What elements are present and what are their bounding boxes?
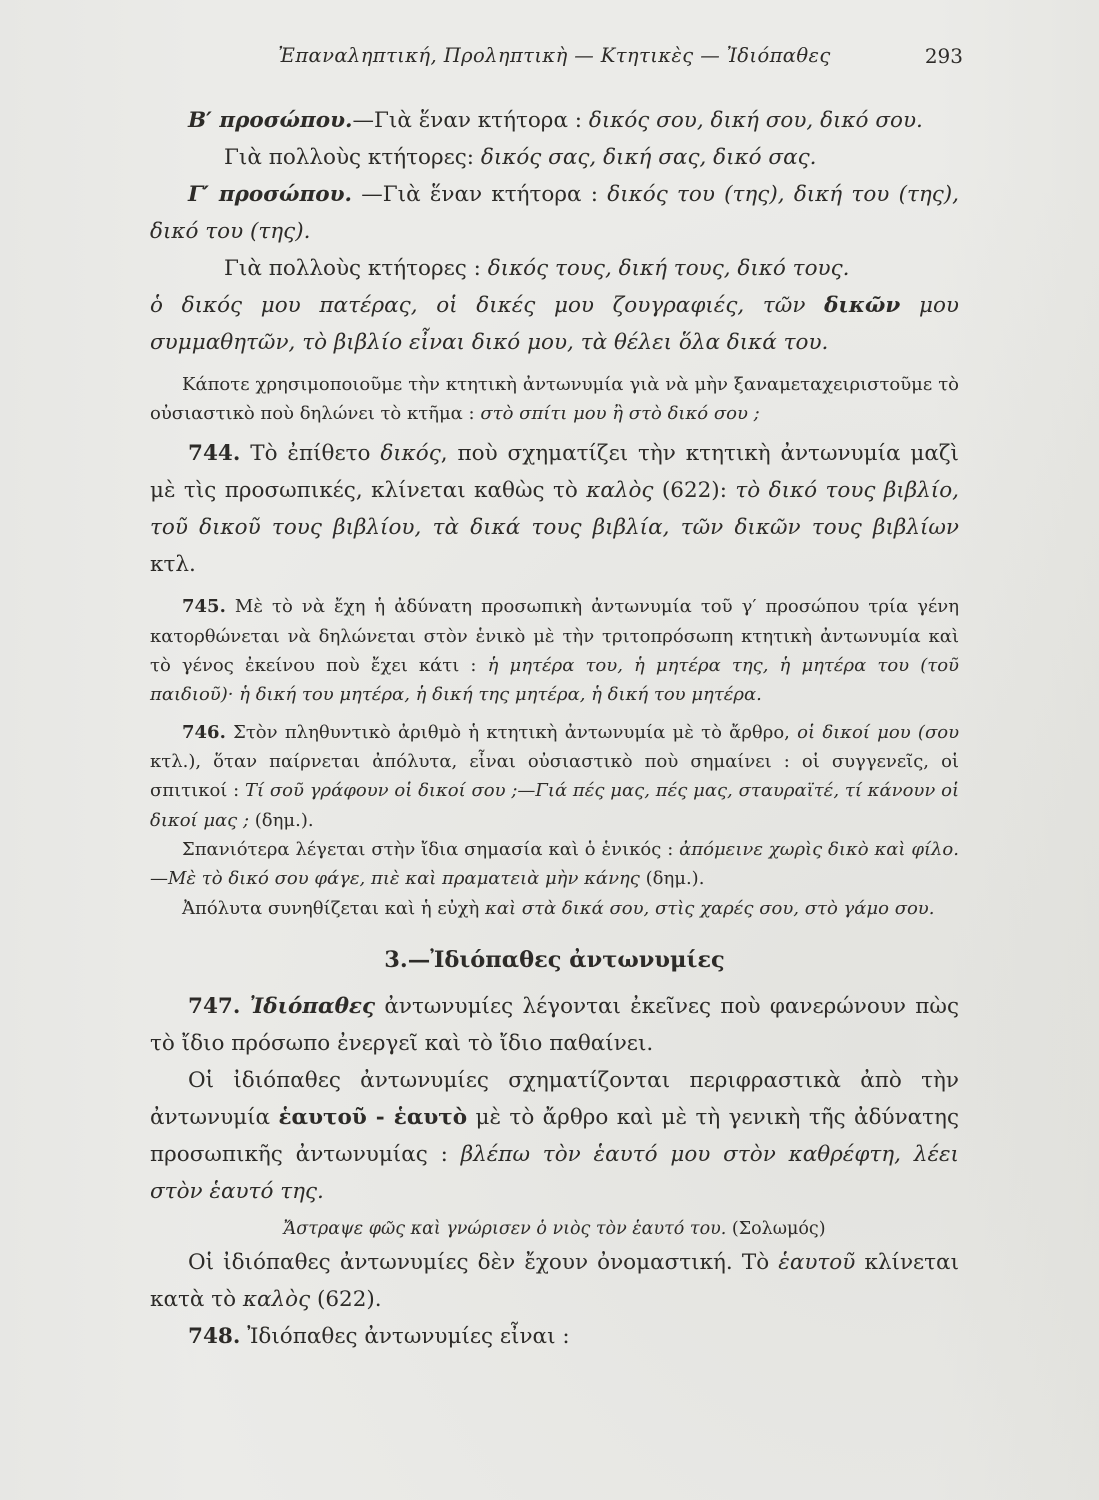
text-run: δικός bbox=[380, 441, 441, 467]
paragraph-third-person bbox=[150, 177, 959, 251]
text-run: Τὸ ἐπίθετο bbox=[240, 441, 381, 467]
paragraph-745 bbox=[150, 592, 959, 709]
text-run: Γ′ προσώπου. bbox=[188, 181, 353, 207]
text-run: —Γιὰ ἕναν κτήτορα : bbox=[352, 108, 589, 133]
text-run: 745. bbox=[182, 596, 226, 618]
text-run: κτλ. bbox=[150, 552, 196, 578]
text-run: μὲ τὸ ἄρθρο καὶ μὲ τὴ γενικὴ τῆς ἀδύνατης προσωπικῆς ἀντωνυμίας : bbox=[150, 1104, 959, 1167]
text-run: Ἀπόλυτα συνηθίζεται καὶ ἡ εὐχὴ bbox=[182, 897, 486, 919]
text-run: ἑαυτοῦ - ἑαυτὸ bbox=[278, 1104, 468, 1130]
section-heading-idiopathes bbox=[150, 947, 959, 973]
text-run: (Σολωμός) bbox=[726, 1218, 826, 1239]
text-run: ἡ μητέρα του, ἡ μητέρα της, ἡ μητέρα του (τοῦ παιδιοῦ)· ἡ δική του μητέρα, ἡ δική της μητέρα, ἡ δική του μητέρα. bbox=[150, 654, 960, 706]
text-run: Οἱ ἰδιόπαθες ἀντωνυμίες σχηματίζονται περιφραστικὰ ἀπὸ τὴν ἀντωνυμία bbox=[150, 1067, 959, 1130]
text-run: Ἰδιόπαθες bbox=[249, 993, 376, 1019]
text-run: Κάποτε χρησιμοποιοῦμε τὴν κτητικὴ ἀντωνυμία γιὰ νὰ μὴν ξαναμεταχειριστοῦμε τὸ οὐσιαστικὸ ποὺ δηλώνει τὸ κτῆμα : bbox=[150, 373, 959, 425]
text-run: , ποὺ σχηματίζει τὴν κτητικὴ ἀντωνυμία μαζὶ μὲ τὶς προσωπικές, κλίνεται καθὼς τὸ bbox=[150, 441, 959, 504]
text-run: Γιὰ πολλοὺς κτήτορες : bbox=[224, 255, 488, 281]
text-run: (622). bbox=[310, 1286, 382, 1312]
paragraph-748 bbox=[150, 1319, 959, 1356]
text-run: 746. bbox=[182, 721, 226, 743]
paragraph-second-person-plural bbox=[150, 140, 959, 177]
text-run: Ἰδιόπαθες ἀντωνυμίες εἶναι : bbox=[240, 1323, 570, 1349]
text-run: κλίνεται κατὰ τὸ bbox=[150, 1249, 959, 1312]
page-blocks bbox=[150, 103, 959, 1356]
text-run: δικός σου, δική σου, δικό σου. bbox=[588, 108, 923, 133]
paragraph-examples bbox=[150, 288, 959, 362]
text-run: Μὲ τὸ νὰ ἔχη ἡ ἀδύνατη προσωπικὴ ἀντωνυμία τοῦ γ′ προσώπου τρία γένη κατορθώνεται νὰ δηλώνεται στὸν ἑνικὸ μὲ τὴν τριτοπρόσωπη κτητικὴ ἀντωνυμία καὶ τὸ γένος ἐκείνου ποὺ ἔχει κάτι : bbox=[150, 596, 959, 676]
text-run: κτλ.), ὅταν παίρνεται ἀπόλυτα, εἶναι οὐσιαστικὸ ποὺ σημαίνει : οἱ συγγενεῖς, οἱ σπιτικοί : bbox=[150, 750, 959, 802]
paragraph-quote-solomos bbox=[150, 1219, 959, 1239]
text-run: καλὸς bbox=[242, 1286, 311, 1312]
text-run: 748. bbox=[188, 1323, 241, 1349]
paragraph-singular-note bbox=[150, 835, 959, 894]
text-run: ἑαυτοῦ bbox=[778, 1249, 856, 1275]
text-run: καλὸς bbox=[586, 478, 654, 504]
paragraph-note-usage bbox=[150, 370, 959, 429]
text-run: Σπανιότερα λέγεται στὴν ἴδια σημασία καὶ ὁ ἑνικός : bbox=[182, 838, 680, 860]
running-head: Ἐπαναληπτική, Προληπτικὴ — Κτητικὲς — Ἰδιόπαθες bbox=[278, 44, 831, 67]
paragraph-second-person bbox=[150, 103, 959, 140]
text-run bbox=[240, 994, 249, 1019]
text-run: μου συμμαθητῶν, τὸ βιβλίο εἶναι δικό μου, τὰ θέλει ὅλα δικά του. bbox=[150, 292, 959, 355]
paragraph-third-person-plural bbox=[150, 251, 959, 288]
text-run: τὸ δικό τους βιβλίο, τοῦ δικοῦ τους βιβλίου, τὰ δικά τους βιβλία, τῶν δικῶν τους βιβλίων bbox=[150, 478, 959, 541]
paragraph-no-nominative bbox=[150, 1245, 959, 1319]
text-run: βλέπω τὸν ἑαυτό μου στὸν καθρέφτη, λέει στὸν ἑαυτό της. bbox=[150, 1141, 959, 1204]
paragraph-747 bbox=[150, 989, 959, 1063]
text-run: δικός του (της), δική του (της), δικό του (της). bbox=[150, 181, 960, 244]
text-run: (δημ.). bbox=[249, 809, 314, 831]
page-header bbox=[150, 44, 963, 68]
text-run: δικός τους, δική τους, δικό τους. bbox=[487, 255, 850, 281]
paragraph-746 bbox=[150, 718, 959, 835]
text-run: καὶ στὰ δικά σου, στὶς χαρές σου, στὸ γάμο σου. bbox=[485, 897, 935, 919]
text-run: οἱ δικοί μου (σου bbox=[797, 721, 960, 743]
text-run: Ἄστραψε φῶς καὶ γνώρισεν ὁ νιὸς τὸν ἑαυτό του. bbox=[283, 1218, 727, 1239]
text-run: ὁ δικός μου πατέρας, οἱ δικές μου ζουγραφιές, τῶν bbox=[150, 292, 825, 318]
text-run: ἀπόμεινε χωρὶς δικὸ καὶ φίλο.—Μὲ τὸ δικό σου φάγε, πιὲ καὶ πραματειὰ μὴν κάνης bbox=[150, 838, 959, 890]
text-run: Γιὰ πολλοὺς κτήτορες: bbox=[224, 144, 481, 170]
text-run: (622): bbox=[653, 478, 736, 504]
paragraph-wish-note bbox=[150, 894, 959, 923]
text-run: (δημ.). bbox=[639, 868, 705, 890]
text-run: στὸ σπίτι μου ἢ στὸ δικό σου ; bbox=[480, 403, 760, 425]
text-run: Στὸν πληθυντικὸ ἀριθμὸ ἡ κτητικὴ ἀντωνυμία μὲ τὸ ἄρθρο, bbox=[225, 721, 798, 743]
text-run: 744. bbox=[188, 441, 241, 467]
page-number: 293 bbox=[924, 44, 963, 68]
text-run: Τί σοῦ γράφουν οἱ δικοί σου ;—Γιά πές μας, πές μας, σταυραϊτέ, τί κάνουν οἱ δικοί μας ; bbox=[150, 780, 960, 831]
paragraph-744 bbox=[150, 436, 959, 584]
text-run: δικός σας, δική σας, δικό σας. bbox=[480, 144, 817, 170]
text-run: 747. bbox=[188, 993, 241, 1019]
text-run: 3.—Ἰδιόπαθες ἀντωνυμίες bbox=[384, 946, 725, 973]
text-run: δικῶν bbox=[824, 292, 901, 318]
text-run: Οἱ ἰδιόπαθες ἀντωνυμίες δὲν ἔχουν ὀνομαστική. Τὸ bbox=[188, 1249, 779, 1275]
paragraph-formation bbox=[150, 1063, 959, 1211]
text-run: ἀντωνυμίες λέγονται ἐκεῖνες ποὺ φανερώνουν πὼς τὸ ἴδιο πρόσωπο ἐνεργεῖ καὶ τὸ ἴδιο παθαίνει. bbox=[150, 993, 959, 1056]
text-run: —Γιὰ ἕναν κτήτορα : bbox=[352, 181, 608, 207]
text-run: Β′ προσώπου. bbox=[188, 108, 353, 133]
